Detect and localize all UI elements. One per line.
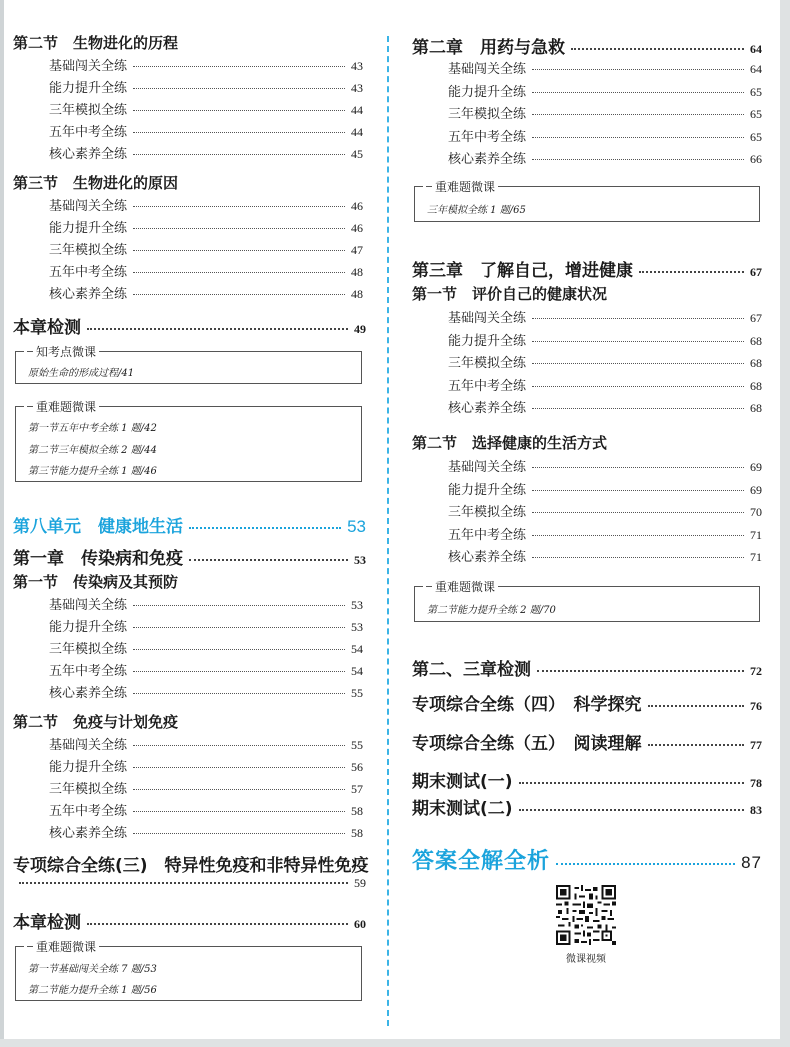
leader-dots xyxy=(133,66,345,67)
page-edge-left xyxy=(0,0,4,1047)
exercise-entry[interactable]: 核心素养全练 48 xyxy=(49,287,363,302)
chapter-entry[interactable]: 第三章 了解自己，增进健康 67 xyxy=(412,261,762,281)
column-divider xyxy=(387,36,389,1026)
special-practice-entry[interactable]: 专项综合全练(三) 特异性免疫和非特异性免疫 xyxy=(13,856,369,876)
leader-dots xyxy=(532,69,744,70)
section-title[interactable]: 第三节 生物进化的原因 xyxy=(13,174,179,192)
micro-lesson-box: 知考点微课 原始生命的形成过程/41 xyxy=(15,351,362,384)
micro-lesson-line[interactable]: 第二节能力提升全练 1 题/56 xyxy=(28,985,157,996)
micro-lesson-line[interactable]: 第二节三年模拟全练 2 题/44 xyxy=(28,445,157,456)
exercise-entry[interactable]: 五年中考全练 54 xyxy=(49,664,363,679)
section-title[interactable]: 第一节 评价自己的健康状况 xyxy=(412,285,608,303)
exercise-entry[interactable]: 基础闯关全练 55 xyxy=(49,738,363,753)
exercise-entry[interactable]: 基础闯关全练 67 xyxy=(448,311,762,326)
chapter-entry[interactable]: 第一章 传染病和免疫 53 xyxy=(13,549,366,569)
qr-caption: 微课视频 xyxy=(566,954,606,965)
leader-dots xyxy=(532,363,744,364)
section-title[interactable]: 第二节 免疫与计划免疫 xyxy=(13,713,179,731)
leader-dots xyxy=(532,137,744,138)
exercise-entry[interactable]: 三年模拟全练 70 xyxy=(448,505,762,520)
leader-dots xyxy=(133,605,345,606)
micro-lesson-line[interactable]: 三年模拟全练 1 题/65 xyxy=(427,205,526,216)
leader-dots xyxy=(133,789,345,790)
leader-dots xyxy=(519,809,744,811)
exercise-entry[interactable]: 五年中考全练 44 xyxy=(49,125,363,140)
exercise-entry[interactable]: 三年模拟全练 54 xyxy=(49,642,363,657)
chapter-entry[interactable]: 第二章 用药与急救 64 xyxy=(412,38,762,58)
leader-dots xyxy=(532,512,744,513)
exercise-entry[interactable]: 三年模拟全练 57 xyxy=(49,782,363,797)
exercise-entry[interactable]: 三年模拟全练 44 xyxy=(49,103,363,118)
leader-dots xyxy=(189,559,348,561)
exercise-entry[interactable]: 五年中考全练 68 xyxy=(448,378,762,394)
leader-dots xyxy=(87,328,348,330)
qr-code-icon[interactable] xyxy=(556,885,616,945)
micro-lesson-box: 重难题微课 第一节五年中考全练 1 题/42 第二节三年模拟全练 2 题/44 第三节能力提升全练 1 题/46 xyxy=(15,406,362,482)
leader-dots xyxy=(556,863,735,865)
micro-lesson-line[interactable]: 第一节五年中考全练 1 题/42 xyxy=(28,423,157,434)
micro-lesson-box: 重难题微课 第二节能力提升全练 2 题/70 xyxy=(414,586,760,622)
exercise-entry[interactable]: 能力提升全练 53 xyxy=(49,620,363,635)
leader-dots xyxy=(133,272,345,273)
exercise-entry[interactable]: 基础闯关全练 46 xyxy=(49,199,363,214)
leader-dots xyxy=(648,705,745,707)
leader-dots xyxy=(532,318,744,319)
exercise-entry[interactable]: 能力提升全练 56 xyxy=(49,760,363,775)
exercise-entry[interactable]: 基础闯关全练 43 xyxy=(49,59,363,74)
leader-dots xyxy=(532,386,744,387)
exercise-entry[interactable]: 三年模拟全练 65 xyxy=(448,107,762,122)
leader-dots xyxy=(537,670,744,672)
exercise-entry[interactable]: 能力提升全练 69 xyxy=(448,482,762,498)
micro-lesson-line[interactable]: 原始生命的形成过程/41 xyxy=(28,368,135,379)
leader-dots xyxy=(133,132,345,133)
exercise-entry[interactable]: 核心素养全练 58 xyxy=(49,826,363,841)
exercise-entry[interactable]: 核心素养全练 71 xyxy=(448,550,762,565)
leader-dots xyxy=(571,48,744,50)
leader-dots xyxy=(133,88,345,89)
leader-dots xyxy=(532,490,744,491)
micro-lesson-line[interactable]: 第三节能力提升全练 1 题/46 xyxy=(28,466,157,477)
final-test-entry[interactable]: 期末测试(一) 78 xyxy=(412,772,762,792)
exercise-entry[interactable]: 三年模拟全练 68 xyxy=(448,356,762,371)
answers-entry[interactable]: 答案全解全析 87 xyxy=(412,849,762,874)
unit-title-entry[interactable]: 第八单元 健康地生活 53 xyxy=(13,517,366,537)
exercise-entry[interactable]: 能力提升全练 68 xyxy=(448,333,762,349)
leader-dots xyxy=(648,744,745,746)
exercise-entry[interactable]: 基础闯关全练 53 xyxy=(49,598,363,613)
leader-dots xyxy=(133,110,345,111)
chapter-test-entry[interactable]: 第二、三章检测 72 xyxy=(412,660,762,680)
leader-dots xyxy=(532,535,744,536)
exercise-entry[interactable]: 核心素养全练 45 xyxy=(49,147,363,162)
exercise-entry[interactable]: 能力提升全练 43 xyxy=(49,81,363,96)
leader-dots xyxy=(133,811,345,812)
leader-dots xyxy=(639,271,744,273)
exercise-entry[interactable]: 五年中考全练 48 xyxy=(49,265,363,280)
exercise-entry[interactable]: 五年中考全练 65 xyxy=(448,129,762,145)
exercise-entry[interactable]: 五年中考全练 71 xyxy=(448,527,762,543)
leader-dots xyxy=(87,923,348,925)
exercise-entry[interactable]: 能力提升全练 65 xyxy=(448,84,762,100)
leader-dots xyxy=(133,649,345,650)
chapter-test-entry[interactable]: 本章检测 60 xyxy=(13,913,366,933)
leader-dots xyxy=(133,206,345,207)
special-practice-entry[interactable]: 专项综合全练（五） 阅读理解 77 xyxy=(412,734,762,754)
leader-dots xyxy=(133,228,345,229)
leader-dots xyxy=(133,294,345,295)
leader-dots xyxy=(532,92,744,93)
leader-dots xyxy=(133,627,345,628)
special-practice-page[interactable]: 59 xyxy=(13,876,366,891)
leader-dots xyxy=(19,882,348,884)
exercise-entry[interactable]: 五年中考全练 58 xyxy=(49,804,363,819)
final-test-entry[interactable]: 期末测试(二) 83 xyxy=(412,799,762,819)
exercise-entry[interactable]: 基础闯关全练 64 xyxy=(448,62,762,77)
leader-dots xyxy=(519,782,744,784)
leader-dots xyxy=(189,527,341,529)
leader-dots xyxy=(532,159,744,160)
chapter-test-entry[interactable]: 本章检测 49 xyxy=(13,318,366,338)
leader-dots xyxy=(532,557,744,558)
leader-dots xyxy=(532,408,744,409)
section-title[interactable]: 第一节 传染病及其预防 xyxy=(13,573,179,591)
page-edge-bottom xyxy=(0,1039,790,1047)
leader-dots xyxy=(532,114,744,115)
leader-dots xyxy=(133,671,345,672)
leader-dots xyxy=(133,693,345,694)
micro-lesson-box: 重难题微课 第一节基础闯关全练 7 题/53 第二节能力提升全练 1 题/56 xyxy=(15,946,362,1001)
micro-lesson-line[interactable]: 第一节基础闯关全练 7 题/53 xyxy=(28,964,157,975)
exercise-entry[interactable]: 三年模拟全练 47 xyxy=(49,243,363,258)
exercise-entry[interactable]: 核心素养全练 55 xyxy=(49,686,363,701)
leader-dots xyxy=(133,154,345,155)
exercise-entry[interactable]: 能力提升全练 46 xyxy=(49,221,363,236)
leader-dots xyxy=(133,250,345,251)
leader-dots xyxy=(133,767,345,768)
exercise-entry[interactable]: 核心素养全练 68 xyxy=(448,401,762,416)
leader-dots xyxy=(133,745,345,746)
micro-lesson-box: 重难题微课 三年模拟全练 1 题/65 xyxy=(414,186,760,222)
special-practice-entry[interactable]: 专项综合全练（四） 科学探究 76 xyxy=(412,695,762,715)
exercise-entry[interactable]: 核心素养全练 66 xyxy=(448,152,762,167)
leader-dots xyxy=(133,833,345,834)
micro-lesson-line[interactable]: 第二节能力提升全练 2 题/70 xyxy=(427,605,556,616)
section-title[interactable]: 第二节 生物进化的历程 xyxy=(13,34,179,52)
leader-dots xyxy=(532,467,744,468)
leader-dots xyxy=(532,341,744,342)
exercise-entry[interactable]: 基础闯关全练 69 xyxy=(448,460,762,475)
section-title[interactable]: 第二节 选择健康的生活方式 xyxy=(412,434,608,452)
page-edge-right xyxy=(780,0,790,1047)
